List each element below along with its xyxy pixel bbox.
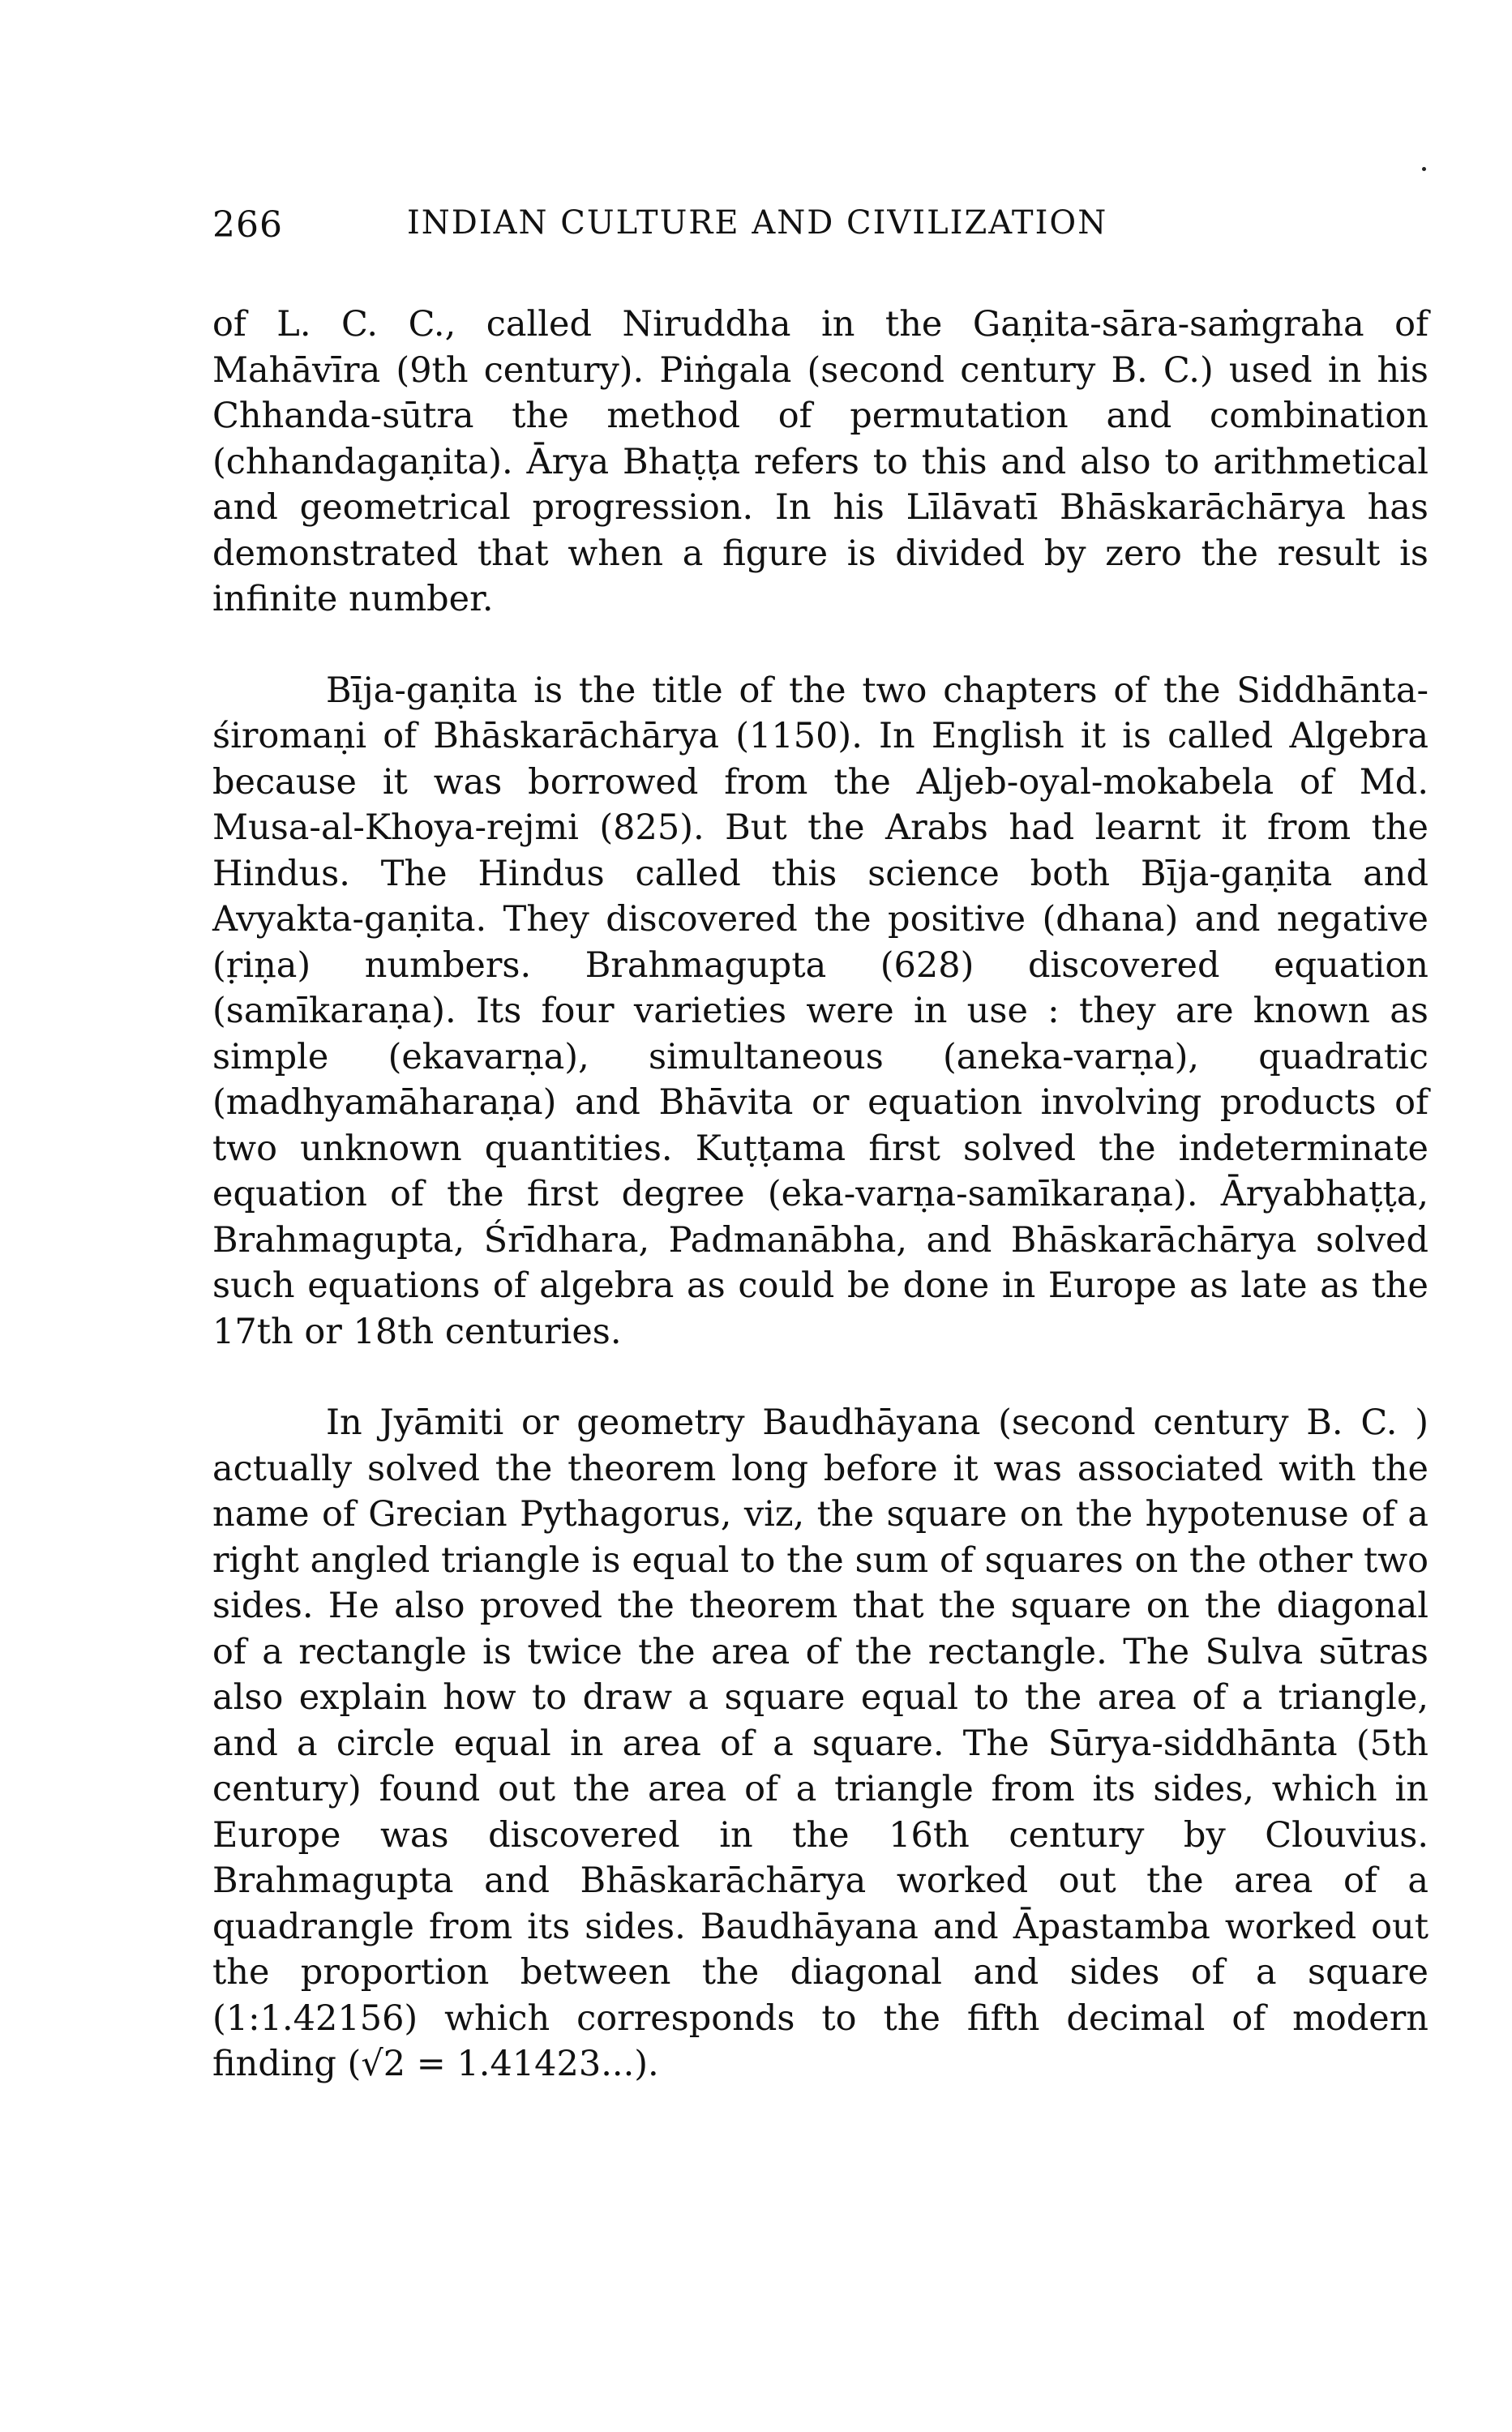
page-number: 266	[212, 204, 283, 246]
print-speck	[1422, 167, 1426, 171]
paragraph-geometry: In Jyāmiti or geometry Baudhāyana (second century B. C. ) actually solved the theorem long before it was associated with the name of Grecian Pythagorus, viz, the square on the hypotenuse of a right angled triangle is equal to the sum of squares on the other two sides. He also proved the theorem that the square on the diagonal of a rectangle is twice the area of the rectangle. The Sulva sūtras also explain how to draw a square equal to the area of a triangle, and a circle equal in area of a square. The Sūrya-siddhānta (5th century) found out the area of a triangle from its sides, which in Europe was discovered in the 16th century by Clouvius. Brahmagupta and Bhāskarāchārya worked out the area of a quadrangle from its sides. Baudhāyana and Āpastamba worked out the proportion between the diagonal and sides of a square (1:1.42156) which corresponds to the fifth decimal of modern finding (√2 = 1.41423...).	[212, 1402, 1428, 2084]
body-text	[212, 302, 1428, 2087]
running-title: INDIAN CULTURE AND CIVILIZATION	[407, 204, 1108, 242]
paragraph-continuation: of L. C. C., called Niruddha in the Gaṇita-sāra-saṁgraha of Mahāvīra (9th century). Piṅgala (second century B. C.) used in his Chhanda-sūtra the method of permutation and combination (chhandagaṇita). Ārya Bhaṭṭa refers to this and also to arithmetical and geometrical progression. In his Līlāvatī Bhāskarāchārya has demonstrated that when a figure is divided by zero the result is infinite number.	[212, 304, 1428, 619]
paragraph-algebra: Bīja-gaṇita is the title of the two chapters of the Siddhānta-śiromaṇi of Bhāskarāchārya (1150). In English it is called Algebra because it was borrowed from the Aljeb-oyal-mokabela of Md. Musa-al-Khoya-rejmi (825). But the Arabs had learnt it from the Hindus. The Hindus called this science both Bīja-gaṇita and Avyakta-gaṇita. They discovered the positive (dhana) and negative (ṛiṇa) numbers. Brahmagupta (628) discovered equation (samīkaraṇa). Its four varieties were in use : they are known as simple (ekavarṇa), simultaneous (aneka-varṇa), quadratic (madhyamāharaṇa) and Bhāvita or equation involving products of two unknown quantities. Kuṭṭama first solved the indeterminate equation of the first degree (eka-varṇa-samīkaraṇa). Āryabhaṭṭa, Brahmagupta, Śrīdhara, Padmanābha, and Bhāskarāchārya solved such equations of algebra as could be done in Europe as late as the 17th or 18th centuries.	[212, 670, 1428, 1352]
page-header	[212, 204, 1461, 253]
